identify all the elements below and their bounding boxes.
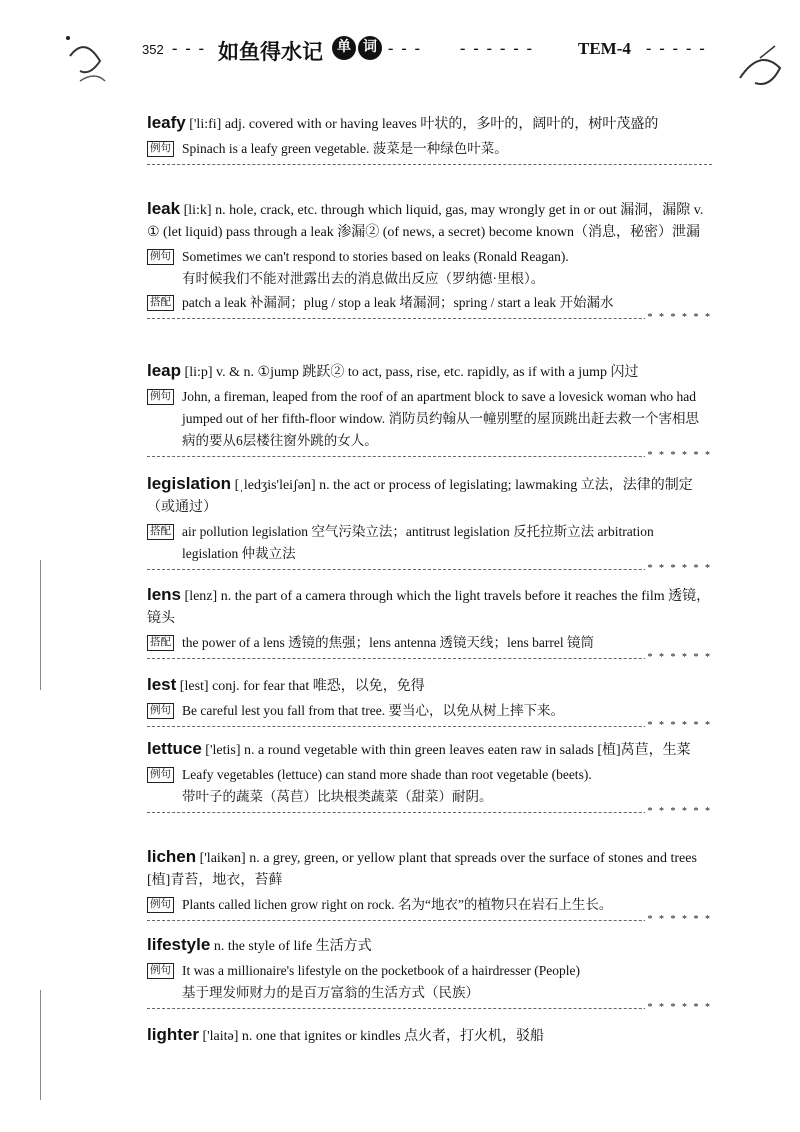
definition: n. the part of a camera through which the light travels before it reaches the film 透镜，镜头: [147, 589, 711, 626]
header-dashes: - - - - -: [646, 40, 707, 57]
header-dashes: - - -: [172, 40, 206, 57]
headword: leafy: [147, 113, 186, 132]
headword: leak: [147, 199, 181, 218]
entry-definition-line: [147, 473, 712, 519]
dictionary-entry: [147, 1024, 712, 1048]
collocation-text: patch a leak 补漏洞；plug / stop a leak 堵漏洞；spring / start a leak 开始漏水: [182, 295, 614, 310]
entry-separator: [147, 1008, 712, 1009]
example-text: Sometimes we can't respond to stories based on leaks (Ronald Reagan).: [182, 249, 569, 264]
scan-margin-line: [40, 990, 41, 1100]
entry-separator: [147, 164, 712, 165]
entry-separator: [147, 726, 712, 727]
example-text: Be careful lest you fall from that tree. 要当心，以免从树上摔下来。: [182, 703, 565, 718]
dictionary-entry: [147, 360, 712, 461]
book-title: 如鱼得水记: [218, 40, 323, 64]
definition: adj. covered with or having leaves 叶状的，多叶的，阔叶的，树叶茂盛的: [221, 117, 659, 132]
entry-separator: [147, 456, 712, 457]
example-translation: 带叶子的蔬菜（莴苣）比块根类蔬菜（甜菜）耐阴。: [182, 789, 493, 804]
example-text: It was a millionaire's lifestyle on the pocketbook of a hairdresser (People): [182, 963, 580, 978]
stars-icon: * * * * * *: [645, 652, 713, 663]
example-row: [147, 960, 712, 1004]
example-tag: 例句: [147, 897, 174, 913]
dictionary-entry: [147, 198, 712, 323]
entry-definition-line: [147, 738, 712, 762]
phonetic: [ˌledʒis'leiʃən]: [234, 478, 316, 493]
collocation-tag: 搭配: [147, 295, 174, 311]
dictionary-entry: [147, 846, 712, 925]
stars-icon: * * * * * *: [645, 720, 713, 731]
stars-icon: * * * * * *: [645, 563, 713, 574]
stars-icon: * * * * * *: [645, 1002, 713, 1013]
phonetic: ['li:fi]: [189, 117, 222, 132]
phonetic: [lest]: [179, 679, 209, 694]
example-tag: 例句: [147, 963, 174, 979]
example-row: [147, 246, 712, 290]
definition: v. & n. ①jump 跳跃② to act, pass, rise, etc. rapidly, as if with a jump 闪过: [212, 365, 639, 380]
definition: n. one that ignites or kindles 点火者，打火机，驳船: [238, 1029, 545, 1044]
entry-definition-line: [147, 674, 712, 698]
dictionary-entry: [147, 934, 712, 1013]
headword: lens: [147, 585, 182, 604]
example-tag: 例句: [147, 767, 174, 783]
stars-icon: * * * * * *: [645, 450, 713, 461]
decorative-flourish-icon: [60, 26, 130, 96]
example-row: [147, 386, 712, 452]
headword: lest: [147, 675, 177, 694]
entry-definition-line: [147, 584, 712, 630]
entry-definition-line: [147, 846, 712, 892]
entry-definition-line: [147, 360, 712, 384]
collocation-tag: 搭配: [147, 635, 174, 651]
definition: n. a round vegetable with thin green leaves eaten raw in salads [植]莴苣，生菜: [240, 743, 691, 758]
example-text: Plants called lichen grow right on rock. 名为“地衣”的植物只在岩石上生长。: [182, 897, 613, 912]
entry-definition-line: [147, 112, 712, 136]
example-row: [147, 894, 712, 916]
example-row: [147, 138, 712, 160]
example-text: John, a fireman, leaped from the roof of an apartment block to save a lovesick woman who had jumped out of her fifth-floor window. 消防员约翰从一幢别墅的屋顶跳出赶去救一个害相思病的要从6层楼往窗外跳的女人。: [182, 389, 699, 448]
headword: lichen: [147, 847, 197, 866]
entry-separator: [147, 318, 712, 319]
phonetic: [li:p]: [184, 365, 213, 380]
entry-definition-line: [147, 198, 712, 244]
definition: n. the style of life 生活方式: [213, 939, 372, 954]
collocation-row: [147, 521, 712, 565]
headword: lifestyle: [147, 935, 211, 954]
example-tag: 例句: [147, 249, 174, 265]
example-translation: 有时候我们不能对泄露出去的消息做出反应（罗纳德·里根）。: [182, 271, 545, 286]
collocation-tag: 搭配: [147, 524, 174, 540]
entry-separator: [147, 658, 712, 659]
entry-definition-line: [147, 1024, 712, 1048]
example-row: [147, 700, 712, 722]
entry-separator: [147, 812, 712, 813]
collocation-row: [147, 632, 712, 654]
example-text: Leafy vegetables (lettuce) can stand more shade than root vegetable (beets).: [182, 767, 592, 782]
dictionary-entry: [147, 738, 712, 817]
dictionary-entry: [147, 473, 712, 574]
collocation-text: air pollution legislation 空气污染立法；antitrust legislation 反托拉斯立法 arbitration legislation 仲裁立法: [182, 524, 654, 561]
example-tag: 例句: [147, 389, 174, 405]
series-label: TEM-4: [578, 39, 631, 58]
headword: lettuce: [147, 739, 202, 758]
phonetic: ['laikən]: [199, 851, 246, 866]
phonetic: ['laitə]: [202, 1029, 239, 1044]
phonetic: [li:k]: [183, 203, 212, 218]
definition: n. a grey, green, or yellow plant that spreads over the surface of stones and trees [植]青苔，地衣，苔藓: [147, 851, 697, 888]
stars-icon: * * * * * *: [645, 914, 713, 925]
example-row: [147, 764, 712, 808]
collocation-text: the power of a lens 透镜的焦强；lens antenna 透镜天线；lens barrel 镜筒: [182, 635, 595, 650]
dictionary-entry: [147, 674, 712, 731]
stars-icon: * * * * * *: [645, 806, 713, 817]
header-dashes: - - -: [388, 40, 422, 57]
example-tag: 例句: [147, 703, 174, 719]
phonetic: ['letis]: [205, 743, 241, 758]
definition: n. the act or process of legislating; lawmaking 立法，法律的制定（或通过）: [147, 478, 693, 515]
example-text: Spinach is a leafy green vegetable. 菠菜是一种绿色叶菜。: [182, 141, 508, 156]
phonetic: [lenz]: [184, 589, 218, 604]
dictionary-entry: [147, 584, 712, 663]
dictionary-entry: [147, 112, 712, 165]
example-translation: 基于理发师财力的是百万富翁的生活方式（民族）: [182, 985, 479, 1000]
collocation-row: [147, 292, 712, 314]
entry-definition-line: [147, 934, 712, 958]
headword: lighter: [147, 1025, 199, 1044]
header-dashes: - - - - - -: [460, 40, 534, 57]
stars-icon: * * * * * *: [645, 312, 713, 323]
scan-margin-line: [40, 560, 41, 690]
definition: n. hole, crack, etc. through which liquid, gas, may wrongly get in or out 漏洞，漏隙 v. ① (let liquid) pass through a leak 渗漏② (of news, a secret) become known（消息，秘密）泄漏: [147, 203, 704, 240]
entry-separator: [147, 920, 712, 921]
header-badge: 单: [332, 36, 356, 60]
header-badge: 词: [358, 36, 382, 60]
page-header: [90, 34, 770, 84]
decorative-flourish-icon: [730, 38, 790, 98]
page-number: 352: [142, 42, 164, 57]
entry-separator: [147, 569, 712, 570]
definition: conj. for fear that 唯恐，以免，免得: [208, 679, 425, 694]
headword: leap: [147, 361, 182, 380]
headword: legislation: [147, 474, 232, 493]
example-tag: 例句: [147, 141, 174, 157]
